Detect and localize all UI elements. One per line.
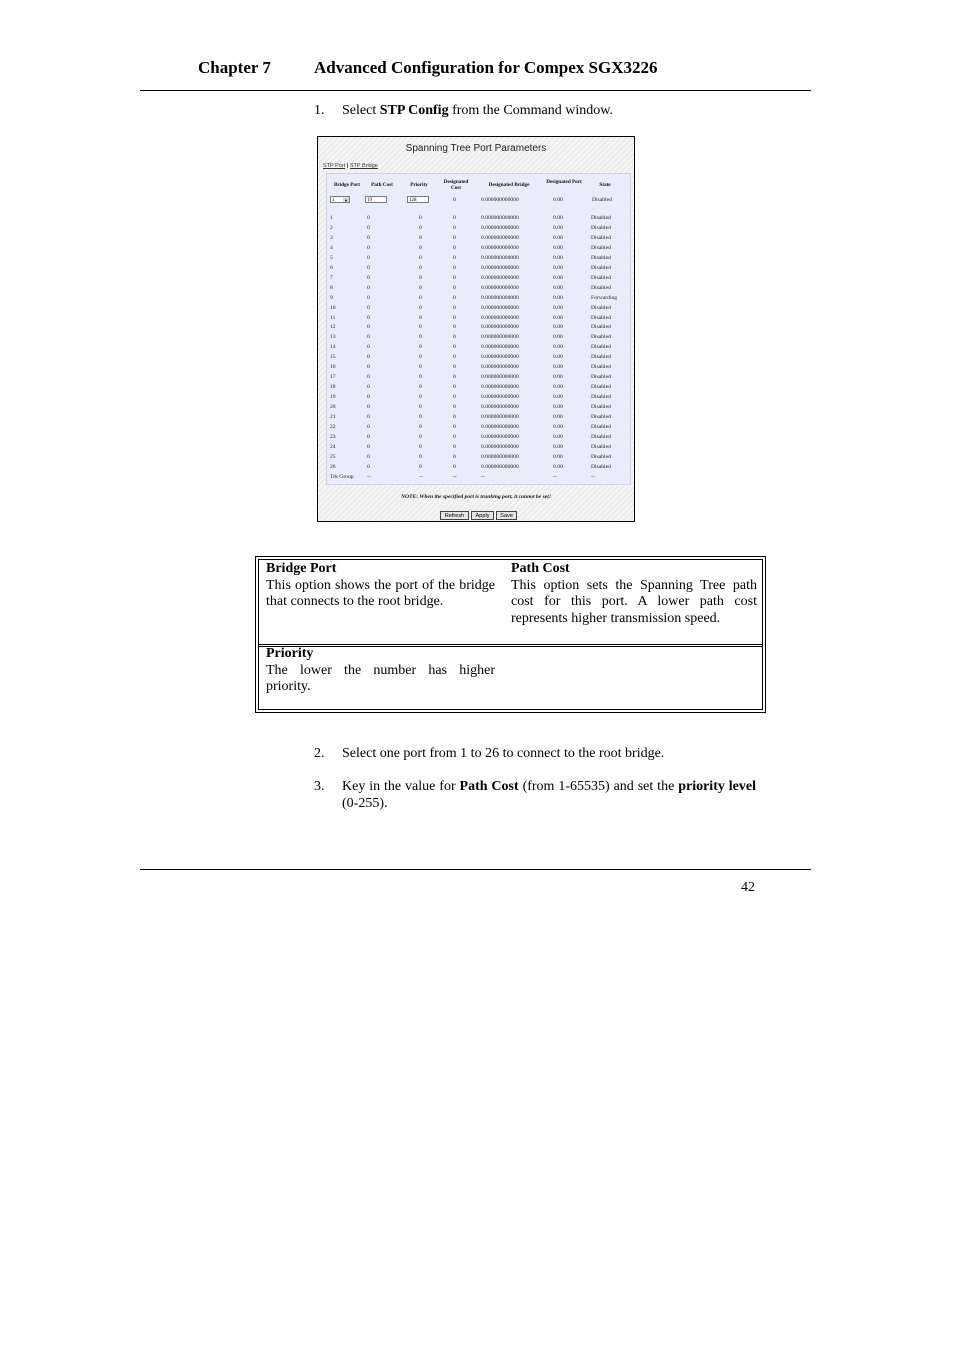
cell-designated-bridge: 0.000000000000 [481,364,519,371]
col-header-designated-cost: Designated Cost [443,179,469,191]
cell-port: 16 [330,364,336,371]
cell-designated-port: 0.00 [553,224,563,231]
cell-port: 19 [330,394,336,401]
cell-path-cost: 0 [367,244,370,251]
cell-designated-bridge: -- [481,473,485,480]
cell-path-cost: 0 [367,215,370,221]
cell-path-cost: 0 [367,224,370,231]
cell-designated-port: 0.00 [553,374,563,381]
cell-path-cost: 0 [367,264,370,271]
cell-priority: 0 [419,414,422,420]
cell-state: Disabled [591,463,611,470]
cell-designated-port: 0.00 [553,274,563,281]
header-rule [140,90,811,91]
cell-designated-port: 0.00 [553,264,563,271]
cell-state: Disabled [591,224,611,231]
priority-description: Priority The lower the number has higher priority. [266,646,495,694]
cell-designated-cost: 0 [453,284,456,291]
cell-state: Disabled [591,433,611,440]
step-text: Select STP Config from the Command window. [342,103,613,118]
cell-state: Disabled [591,374,611,381]
screenshot-title: Spanning Tree Port Parameters [405,143,547,154]
chapter-title: Advanced Configuration for Compex SGX3226 [314,58,658,77]
step-number: 3. [314,779,325,794]
cell-path-cost: 0 [367,324,370,331]
cell-priority: 0 [419,254,422,261]
cell-designated-bridge: 0.000000000000 [481,394,519,401]
tab-stp-port[interactable]: STP Port [323,163,346,169]
cell-state: Disabled [591,384,611,391]
cell-state: Disabled [591,284,611,291]
cell-port: 4 [330,244,333,251]
cell-designated-cost: 0 [453,274,456,281]
cell-priority: 0 [419,423,422,430]
bridge-port-select[interactable]: 1 ▼ [330,196,350,203]
cell-designated-bridge: 0.000000000000 [481,404,519,411]
page-number: 42 [741,880,755,895]
cell-port: 5 [330,254,333,261]
cell-path-cost: 0 [367,384,370,391]
cell-designated-bridge: 0.000000000000 [481,324,519,331]
footer-rule [140,869,811,870]
cell-state: Disabled [591,364,611,371]
step-text: Key in the value for Path Cost (from 1-65535) and set the priority level (0-255). [342,779,756,811]
cell-designated-bridge: 0.000000000000 [481,453,519,460]
cell-path-cost: 0 [367,254,370,261]
save-button[interactable]: Save [496,511,517,520]
cell-designated-cost: 0 [453,304,456,311]
cell-designated-cost: 0 [453,423,456,430]
cell-designated-bridge: 0.000000000000 [481,423,519,430]
cell-state: Disabled [591,304,611,311]
cell-designated-bridge: 0.000000000000 [481,344,519,351]
cell-priority: 0 [419,404,422,411]
cell-designated-cost: 0 [453,334,456,341]
tab-stp-bridge[interactable]: STP Bridge [349,163,378,169]
cell-port: 22 [330,423,336,430]
cell-state: Disabled [591,423,611,430]
input-row-state: Disabled [592,197,612,203]
cell-designated-port: 0.00 [553,314,563,321]
cell-state: Disabled [591,334,611,341]
cell-designated-bridge: 0.000000000000 [481,463,519,470]
cell-priority: 0 [419,324,422,331]
cell-designated-bridge: 0.000000000000 [481,254,519,261]
cell-state: Disabled [591,215,611,221]
cell-state: Disabled [591,414,611,420]
cell-state: Disabled [591,314,611,321]
cell-state: Forwarding [591,294,618,301]
cell-designated-cost: 0 [453,404,456,411]
cell-state: Disabled [591,264,611,271]
col-header-path-cost: Path Cost [371,182,393,188]
cell-port: 6 [330,264,333,271]
cell-port: 14 [330,344,336,351]
cell-designated-bridge: 0.000000000000 [481,294,519,301]
cell-designated-port: 0.00 [553,294,563,301]
cell-path-cost: 0 [367,344,370,351]
stp-screenshot [317,136,635,522]
cell-path-cost: 0 [367,463,370,470]
cell-port: 2 [330,224,333,231]
cell-designated-cost: 0 [453,414,456,420]
input-row-designated-cost: 0 [453,197,456,203]
cell-designated-cost: 0 [453,244,456,251]
cell-designated-cost: 0 [453,234,456,241]
cell-designated-cost: 0 [453,443,456,450]
cell-port: 25 [330,453,336,460]
cell-state: Disabled [591,244,611,251]
cell-designated-cost: 0 [453,344,456,351]
cell-port: 8 [330,284,333,291]
cell-priority: 0 [419,394,422,401]
cell-designated-bridge: 0.000000000000 [481,224,519,231]
cell-priority: 0 [419,304,422,311]
cell-designated-port: 0.00 [553,304,563,311]
step-text: Select one port from 1 to 26 to connect to the root bridge. [342,746,665,761]
cell-state: Disabled [591,453,611,460]
cell-priority: 0 [419,264,422,271]
cell-path-cost: 0 [367,414,370,420]
cell-designated-port: 0.00 [553,324,563,331]
path-cost-description: Path Cost This option sets the Spanning Tree path cost for this port. A lower path cost represents higher transmission speed. [511,561,757,626]
cell-priority: 0 [419,234,422,241]
col-header-state: State [599,182,611,188]
cell-port: 18 [330,384,336,391]
cell-designated-cost: 0 [453,433,456,440]
cell-port: 15 [330,354,336,361]
cell-designated-bridge: 0.000000000000 [481,215,519,221]
cell-designated-bridge: 0.000000000000 [481,384,519,391]
cell-priority: 0 [419,334,422,341]
input-row-designated-bridge: 0.000000000000 [481,197,519,203]
cell-designated-port: 0.00 [553,334,563,341]
cell-port: 21 [330,414,336,420]
cell-path-cost: 0 [367,404,370,411]
cell-designated-bridge: 0.000000000000 [481,304,519,311]
screenshot-tabs: STP Port | STP Bridge [323,163,378,169]
cell-priority: 0 [419,354,422,361]
cell-designated-port: 0.00 [553,364,563,371]
cell-port: 12 [330,324,336,331]
cell-designated-cost: 0 [453,294,456,301]
cell-path-cost: 0 [367,314,370,321]
cell-priority: 0 [419,433,422,440]
step-3 [314,778,756,814]
cell-state: Disabled [591,234,611,241]
cell-port: 3 [330,234,333,241]
stp-port-table [326,173,631,485]
cell-designated-port: 0.00 [553,423,563,430]
cell-designated-bridge: 0.000000000000 [481,274,519,281]
cell-designated-bridge: 0.000000000000 [481,374,519,381]
cell-port: 11 [330,314,336,321]
cell-path-cost: 0 [367,284,370,291]
cell-priority: 0 [419,314,422,321]
cell-path-cost: 0 [367,234,370,241]
cell-designated-bridge: 0.000000000000 [481,443,519,450]
refresh-button[interactable]: Refresh [440,511,469,520]
cell-designated-cost: 0 [453,324,456,331]
cell-priority: 0 [419,463,422,470]
cell-port: 26 [330,463,336,470]
cell-port: 1 [330,215,333,221]
cell-designated-port: 0.00 [553,463,563,470]
cell-priority: 0 [419,224,422,231]
cell-designated-port: -- [553,473,557,480]
cell-state: -- [591,473,595,480]
cell-port: 7 [330,274,333,281]
cell-designated-cost: 0 [453,264,456,271]
col-header-priority: Priority [410,182,428,188]
cell-priority: 0 [419,274,422,281]
cell-designated-bridge: 0.000000000000 [481,284,519,291]
cell-path-cost: 0 [367,453,370,460]
cell-priority: 0 [419,244,422,251]
input-row-designated-port: 0.00 [553,197,563,203]
step-number: 1. [314,103,325,118]
cell-state: Disabled [591,394,611,401]
cell-designated-port: 0.00 [553,433,563,440]
cell-designated-port: 0.00 [553,244,563,251]
cell-path-cost: 0 [367,334,370,341]
cell-designated-port: 0.00 [553,414,563,420]
chevron-down-icon: ▼ [344,198,348,203]
trunking-note: NOTE: When the specified port is trunking port, it cannot be set! [400,494,551,500]
cell-designated-bridge: 0.000000000000 [481,234,519,241]
cell-designated-bridge: 0.000000000000 [481,264,519,271]
cell-priority: 0 [419,453,422,460]
cell-port: Trk Group [330,473,354,480]
cell-port: 13 [330,334,336,341]
cell-priority: 0 [419,284,422,291]
path-cost-input[interactable]: 19 [365,196,387,203]
cell-path-cost: -- [367,473,371,480]
cell-priority: 0 [419,374,422,381]
cell-port: 9 [330,294,333,301]
cell-designated-port: 0.00 [553,234,563,241]
cell-path-cost: 0 [367,364,370,371]
cell-path-cost: 0 [367,304,370,311]
cell-priority: 0 [419,384,422,391]
cell-state: Disabled [591,354,611,361]
cell-designated-cost: 0 [453,364,456,371]
cell-path-cost: 0 [367,374,370,381]
cell-designated-port: 0.00 [553,344,563,351]
cell-port: 10 [330,304,336,311]
cell-designated-port: 0.00 [553,453,563,460]
cell-state: Disabled [591,324,611,331]
cell-designated-cost: 0 [453,374,456,381]
cell-designated-bridge: 0.000000000000 [481,354,519,361]
cell-designated-cost: 0 [453,394,456,401]
cell-path-cost: 0 [367,433,370,440]
table-divider [259,644,762,645]
cell-designated-port: 0.00 [553,384,563,391]
cell-port: 17 [330,374,336,381]
bridge-port-description: Bridge Port This option shows the port of the bridge that connects to the root bridge. [266,561,495,609]
cell-port: 23 [330,433,336,440]
cell-designated-port: 0.00 [553,215,563,221]
cell-priority: 0 [419,443,422,450]
step-number: 2. [314,746,325,761]
cell-designated-bridge: 0.000000000000 [481,244,519,251]
cell-designated-cost: 0 [453,453,456,460]
cell-path-cost: 0 [367,443,370,450]
cell-state: Disabled [591,404,611,411]
cell-priority: 0 [419,364,422,371]
cell-port: 24 [330,443,336,450]
col-header-designated-port: Designated Port [546,179,582,185]
cell-path-cost: 0 [367,394,370,401]
cell-priority: 0 [419,215,422,221]
step-2 [314,745,764,763]
cell-priority: -- [419,473,423,480]
cell-designated-port: 0.00 [553,394,563,401]
priority-input[interactable]: 128 [407,196,429,203]
cell-designated-bridge: 0.000000000000 [481,334,519,341]
cell-designated-port: 0.00 [553,284,563,291]
col-header-bridge-port: Bridge Port [333,182,361,188]
cell-designated-cost: 0 [453,224,456,231]
cell-priority: 0 [419,344,422,351]
cell-designated-bridge: 0.000000000000 [481,314,519,321]
description-table [255,556,766,713]
cell-designated-cost: 0 [453,215,456,221]
cell-port: 20 [330,404,336,411]
cell-designated-port: 0.00 [553,404,563,411]
cell-designated-cost: 0 [453,314,456,321]
step-1 [314,102,764,120]
cell-designated-cost: 0 [453,354,456,361]
cell-designated-port: 0.00 [553,254,563,261]
cell-state: Disabled [591,344,611,351]
cell-priority: 0 [419,294,422,301]
cell-state: Disabled [591,254,611,261]
cell-designated-cost: 0 [453,463,456,470]
cell-designated-cost: -- [453,473,457,480]
cell-path-cost: 0 [367,274,370,281]
cell-designated-cost: 0 [453,254,456,261]
cell-state: Disabled [591,274,611,281]
col-header-designated-bridge: Designated Bridge [488,182,530,188]
cell-path-cost: 0 [367,423,370,430]
apply-button[interactable]: Apply [471,511,494,520]
cell-path-cost: 0 [367,354,370,361]
cell-path-cost: 0 [367,294,370,301]
cell-designated-port: 0.00 [553,443,563,450]
cell-designated-bridge: 0.000000000000 [481,433,519,440]
cell-designated-port: 0.00 [553,354,563,361]
chapter-label: Chapter 7 [198,58,271,77]
cell-designated-bridge: 0.000000000000 [481,414,519,420]
cell-designated-cost: 0 [453,384,456,391]
cell-state: Disabled [591,443,611,450]
